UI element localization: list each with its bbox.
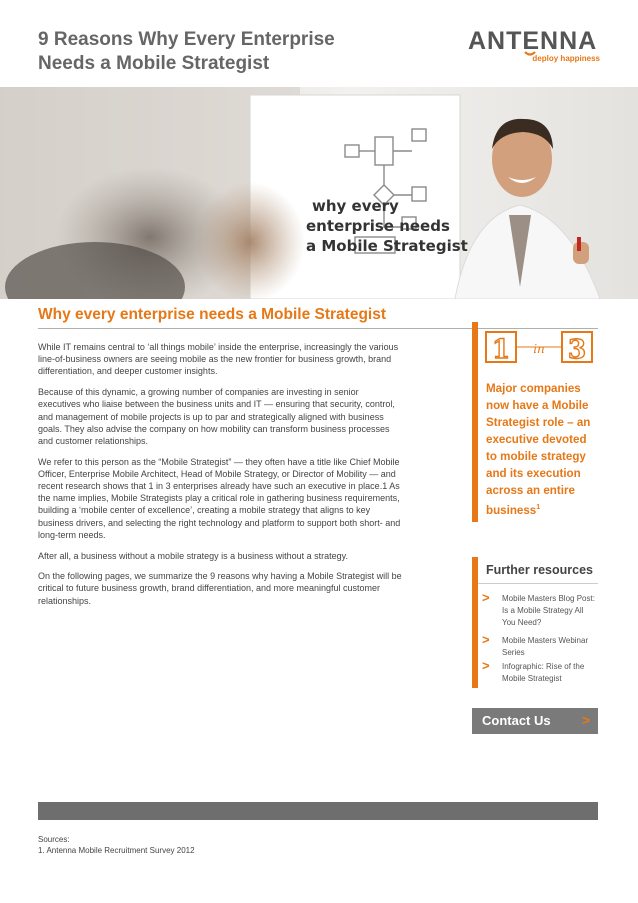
further-resources [472, 557, 598, 688]
resource-label[interactable]: Infographic: Rise of the Mobile Strategist [502, 662, 585, 683]
stat-number-right: 3 [567, 335, 587, 365]
whiteboard-text-2: enterprise needs [306, 217, 450, 235]
whiteboard-text-1: why every [312, 197, 399, 215]
contact-label[interactable]: Contact Us [482, 713, 551, 728]
footnote-mark: 1 [536, 504, 541, 511]
paragraph-5: On the following pages, we summarize the 9 reasons why having a Mobile Strategist will be critical to future business growth, brand differentiation, and more meaningful customer relationships. [38, 571, 402, 606]
stat-quote-text: Major companies now have a Mobile Strategist role – an executive devoted to mobile strategy and its execution across an entire business [486, 382, 591, 517]
logo-tagline: deploy happiness [532, 54, 600, 63]
paragraph-2: Because of this dynamic, a growing number of companies are investing in senior executives who liaise between the business units and IT — ensuring that security, control, and management of mobile projects is up to par and strategically aligned with business goals. They also advise the company on how mobility can transform business processes and customer relationships. [38, 387, 395, 446]
logo-wordmark: ANTENNA [468, 27, 598, 55]
body-text [38, 341, 403, 615]
contact-us-button[interactable] [472, 708, 598, 734]
resource-label[interactable]: Mobile Masters Blog Post: Is a Mobile Strategy All You Need? [502, 594, 595, 627]
logo-smile-icon [468, 26, 600, 70]
divider [478, 583, 598, 584]
sources-title: Sources: [38, 835, 70, 844]
footer-bar [38, 802, 598, 820]
chevron-right-icon: > [482, 658, 490, 673]
chevron-right-icon: > [581, 712, 590, 728]
hero-illustration [0, 87, 638, 299]
title-line-2: Needs a Mobile Strategist [38, 53, 270, 74]
section-heading: Why every enterprise needs a Mobile Strategist [38, 306, 387, 323]
sources [38, 834, 195, 856]
one-in-three-badge [484, 330, 596, 370]
resources-title: Further resources [486, 563, 593, 577]
resource-label[interactable]: Mobile Masters Webinar Series [502, 636, 589, 657]
hero-photo [0, 87, 638, 299]
title-line-1: 9 Reasons Why Every Enterprise [38, 29, 335, 50]
antenna-logo [468, 26, 600, 70]
document-title [38, 28, 398, 76]
accent-bar [472, 322, 478, 522]
stat-quote [486, 380, 594, 519]
source-1: 1. Antenna Mobile Recruitment Survey 2012 [38, 846, 195, 855]
paragraph-4: After all, a business without a mobile strategy is a business without a strategy. [38, 550, 348, 561]
paragraph-1: While IT remains central to ‘all things mobile’ inside the enterprise, increasingly the various line-of-business owners are seeing mobile as the new frontier for business growth, brand differentiation, and deeper customer insights. [38, 342, 399, 377]
stat-number-left: 1 [491, 335, 511, 365]
stat-callout [472, 322, 598, 522]
whiteboard-text-3: a Mobile Strategist [306, 237, 468, 255]
accent-bar [472, 557, 478, 688]
stat-word-in: in [533, 342, 545, 356]
chevron-right-icon: > [482, 632, 490, 647]
chevron-right-icon: > [482, 590, 490, 605]
paragraph-3: We refer to this person as the “Mobile Strategist” — they often have a title like Chief Mobile Officer, Enterprise Mobile Architect, Head of Mobile Strategy, or Director of Mobility — and recent research shows that 1 in 3 enterprises already have such an executive in place.1 As the name implies, Mobile Strategists play a critical role in gathering business requirements, building a ‘mobile center of excellence’, creating a mobile strategy that aligns to key business drivers, and selecting the right technology and platform to support both short- and long-term needs. [38, 456, 401, 540]
